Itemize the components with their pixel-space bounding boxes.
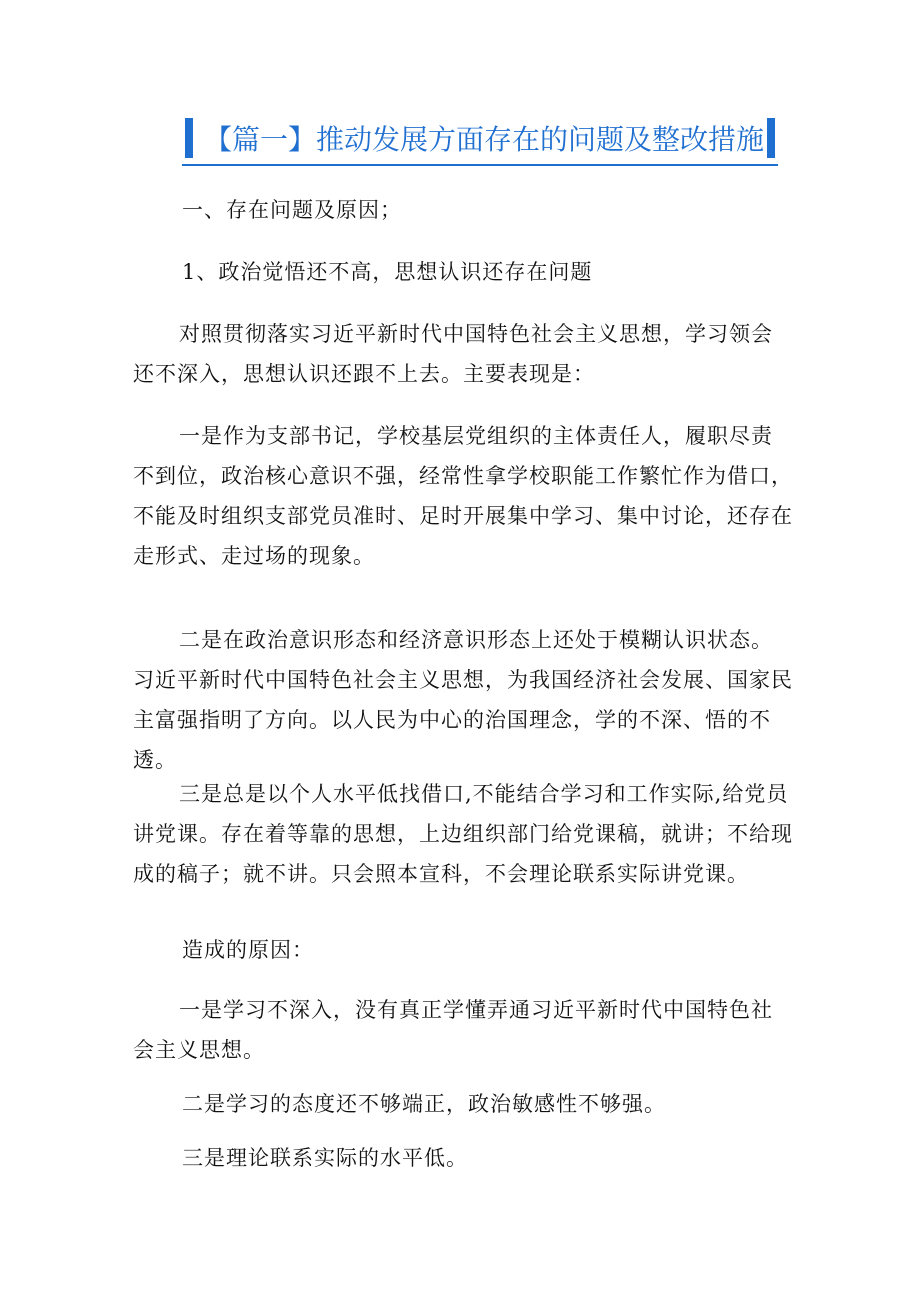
paragraph-intro: 对照贯彻落实习近平新时代中国特色社会主义思想，学习领会还不深入，思想认识还跟不上去。主要表现是： [133,322,773,386]
paragraph-point-two: 二是在政治意识形态和经济意识形态上还处于模糊认识状态。习近平新时代中国特色社会主义思想，为我国经济社会发展、国家民主富强指明了方向。以人民为中心的治国理念，学的不深、悟的不透。 [133,628,793,772]
causes-heading: 造成的原因： [182,938,314,962]
title-left-bar [185,118,193,158]
paragraph-point-one: 一是作为支部书记，学校基层党组织的主体责任人，履职尽责不到位，政治核心意识不强，经常性拿学校职能工作繁忙作为借口，不能及时组织支部党员准时、足时开展集中学习、集中讨论，还存在走形式、走过场的现象。 [133,424,793,568]
cause-one: 一是学习不深入，没有真正学懂弄通习近平新时代中国特色社会主义思想。 [133,998,773,1062]
subsection-heading: 1、政治觉悟还不高，思想认识还存在问题 [182,260,593,284]
title-banner [182,112,778,166]
section-heading: 一、存在问题及原因； [182,198,402,222]
title-right-bar [767,118,775,158]
cause-three: 三是理论联系实际的水平低。 [182,1146,468,1170]
document-title: 【篇一】推动发展方面存在的问题及整改措施 [204,123,765,156]
cause-two: 二是学习的态度还不够端正，政治敏感性不够强。 [182,1092,666,1116]
paragraph-point-three: 三是总是以个人水平低找借口,不能结合学习和工作实际,给党员讲党课。存在着等靠的思想，上边组织部门给党课稿，就讲；不给现成的稿子；就不讲。只会照本宣科，不会理论联系实际讲党课。 [133,782,793,886]
